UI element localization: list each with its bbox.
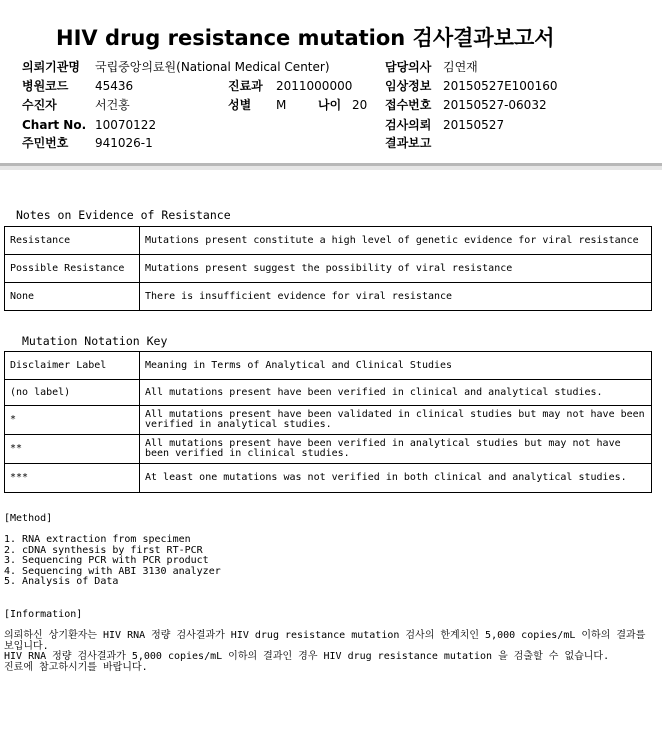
report-title: HIV drug resistance mutation 검사결과보고서	[56, 26, 555, 50]
table-row	[5, 255, 652, 283]
notation-table	[4, 351, 652, 493]
evidence-desc: Mutations present constitute a high level of genetic evidence for viral resistance	[140, 227, 652, 255]
sex-value: M	[276, 98, 287, 112]
table-row	[5, 380, 652, 406]
table-row	[5, 227, 652, 255]
method-step: 5. Analysis of Data	[4, 576, 119, 587]
method-step: 4. Sequencing with ABI 3130 analyzer	[4, 565, 221, 577]
institution-label: 의뢰기관명	[22, 60, 80, 74]
result-report-label: 결과보고	[385, 136, 432, 150]
notation-label: **	[5, 435, 140, 464]
request-date-value: 20150527	[443, 118, 505, 132]
notation-label: (no label)	[5, 380, 140, 406]
notation-desc: All mutations present have been verified in clinical and analytical studies.	[140, 380, 652, 406]
notation-desc: All mutations present have been validated in clinical studies but may not have been verified in analytical studies.	[140, 406, 652, 435]
notation-label: ***	[5, 464, 140, 493]
information-line: 진료에 참고하시기를 바랍니다.	[4, 661, 148, 673]
table-row	[5, 283, 652, 311]
hospital-code-label: 병원코드	[22, 79, 69, 93]
evidence-desc: There is insufficient evidence for viral resistance	[140, 283, 652, 311]
evidence-desc: Mutations present suggest the possibility of viral resistance	[140, 255, 652, 283]
receipt-no-label: 접수번호	[385, 98, 432, 112]
chart-no-value: 10070122	[95, 118, 157, 132]
age-label: 나이	[318, 98, 342, 112]
clinical-info-label: 임상정보	[385, 79, 432, 93]
notation-desc: At least one mutations was not verified in both clinical and analytical studies.	[140, 464, 652, 493]
notation-header-desc: Meaning in Terms of Analytical and Clinical Studies	[140, 352, 652, 380]
method-step: 1. RNA extraction from specimen	[4, 534, 191, 545]
dept-value: 2011000000	[276, 79, 353, 93]
report-body	[0, 170, 662, 756]
age-value: 20	[352, 98, 368, 112]
notation-desc: All mutations present have been verified in analytical studies but may not have been verified in clinical studies.	[140, 435, 652, 464]
chart-no-label: Chart No.	[22, 118, 87, 132]
notation-header-label: Disclaimer Label	[5, 352, 140, 380]
rrn-label: 주민번호	[22, 136, 69, 150]
table-header-row	[5, 352, 652, 380]
information-line: 의뢰하신 상기환자는 HIV RNA 정량 검사결과가 HIV drug resistance mutation 검사의 한계치인 5,000 copies/mL 이하의 결과를 보입니다.	[4, 630, 646, 652]
clinical-info-value: 20150527E100160	[443, 79, 558, 93]
request-date-label: 검사의뢰	[385, 118, 432, 132]
evidence-label: Resistance	[5, 227, 140, 255]
evidence-table	[4, 226, 652, 311]
patient-value: 서건홍	[95, 98, 130, 112]
method-heading: [Method]	[4, 513, 53, 524]
patient-label: 수진자	[22, 98, 57, 112]
table-row	[5, 435, 652, 464]
information-line: HIV RNA 정량 검사결과가 5,000 copies/mL 이하의 결과인 경우 HIV drug resistance mutation 을 검출할 수 없습니다.	[4, 651, 610, 662]
method-step: 2. cDNA synthesis by first RT-PCR	[4, 544, 203, 556]
sex-label: 성별	[228, 98, 252, 112]
notation-label: *	[5, 406, 140, 435]
information-text	[4, 631, 652, 673]
notation-section-title: Mutation Notation Key	[22, 334, 168, 348]
evidence-label: None	[5, 283, 140, 311]
report-header	[0, 0, 662, 164]
doctor-label: 담당의사	[385, 60, 432, 74]
table-row	[5, 406, 652, 435]
rrn-value: 941026-1	[95, 136, 153, 150]
method-step: 3. Sequencing PCR with PCR product	[4, 555, 209, 566]
doctor-value: 김연재	[443, 60, 478, 74]
hospital-code-value: 45436	[95, 79, 134, 93]
table-row	[5, 464, 652, 493]
evidence-label: Possible Resistance	[5, 255, 140, 283]
dept-label: 진료과	[228, 79, 263, 93]
institution-value: 국립중앙의료원(National Medical Center)	[95, 60, 330, 74]
receipt-no-value: 20150527-06032	[443, 98, 547, 112]
information-heading: [Information]	[4, 609, 83, 620]
evidence-section-title: Notes on Evidence of Resistance	[16, 208, 231, 222]
